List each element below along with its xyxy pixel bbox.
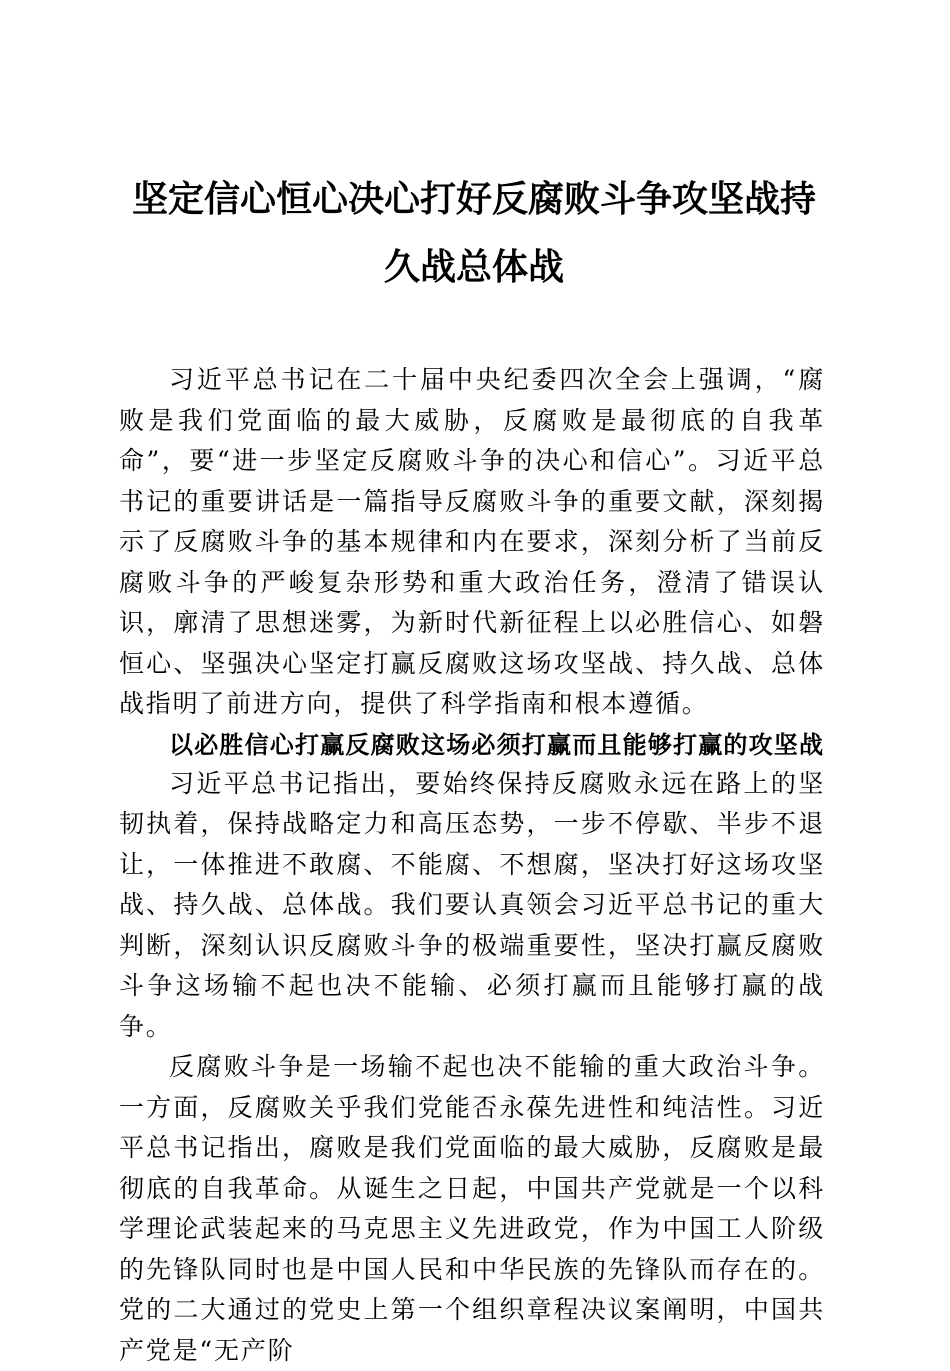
- intro-paragraph: 习近平总书记在二十届中央纪委四次全会上强调，“腐败是我们党面临的最大威胁，反腐败是最彻底的自我革命”，要“进一步坚定反腐败斗争的决心和信心”。习近平总书记的重要讲话是一篇指导反腐败斗争的重要文献，深刻揭示了反腐败斗争的基本规律和内在要求，深刻分析了当前反腐败斗争的严峻复杂形势和重大政治任务，澄清了错误认识，廓清了思想迷雾，为新时代新征程上以必胜信心、如磐恒心、坚强决心坚定打赢反腐败这场攻坚战、持久战、总体战指明了前进方向，提供了科学指南和根本遵循。: [119, 365, 825, 718]
- document-title: 坚定信心恒心决心打好反腐败斗争攻坚战持久战总体战: [131, 178, 816, 288]
- section-paragraph-2: 反腐败斗争是一场输不起也决不能输的重大政治斗争。一方面，反腐败关乎我们党能否永葆先进性和纯洁性。习近平总书记指出，腐败是我们党面临的最大威胁，反腐败是最彻底的自我革命。从诞生之日起，中国共产党就是一个以科学理论武装起来的马克思主义先进政党，作为中国工人阶级的先锋队同时也是中国人民和中华民族的先锋队而存在的。党的二大通过的党史上第一个组织章程决议案阐明，中国共产党是“无产阶: [119, 1052, 825, 1365]
- section-paragraph-1: 习近平总书记指出，要始终保持反腐败永远在路上的坚韧执着，保持战略定力和高压态势，一步不停歇、半步不退让，一体推进不敢腐、不能腐、不想腐，坚决打好这场攻坚战、持久战、总体战。我们要认真领会习近平总书记的重大判断，深刻认识反腐败斗争的极端重要性，坚决打赢反腐败斗争这场输不起也决不能输、必须打赢而且能够打赢的战争。: [119, 768, 825, 1041]
- section-heading: 以必胜信心打赢反腐败这场必须打赢而且能够打赢的攻坚战: [169, 730, 825, 759]
- document-body: [119, 360, 825, 1371]
